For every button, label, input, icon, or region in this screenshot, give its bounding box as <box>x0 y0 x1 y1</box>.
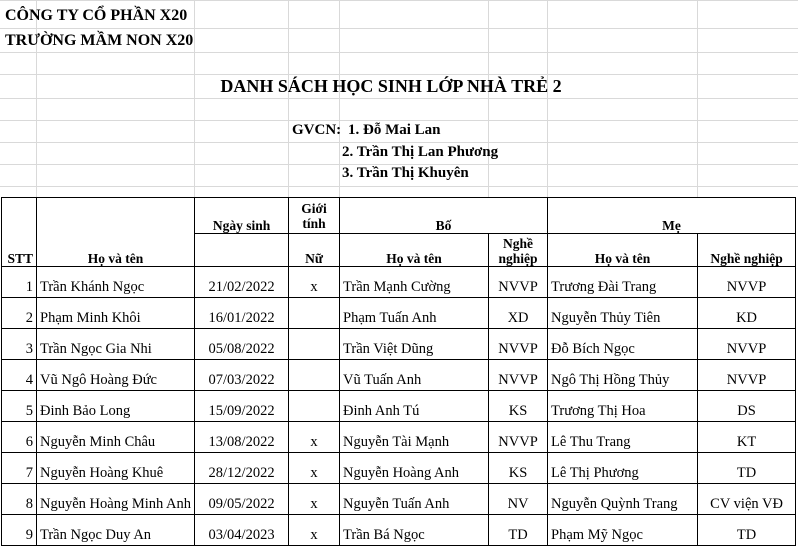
cell-father-name: Đinh Anh Tú <box>340 391 489 422</box>
table-row <box>2 267 796 298</box>
cell-stt: 9 <box>2 515 37 546</box>
cell-female <box>289 391 340 422</box>
cell-father-name: Trần Bá Ngọc <box>340 515 489 546</box>
cell-father-name: Trần Việt Dũng <box>340 329 489 360</box>
cell-father-job: KS <box>489 391 548 422</box>
cell-female: x <box>289 453 340 484</box>
cell-mother-name: Nguyễn Thủy Tiên <box>548 298 698 329</box>
cell-father-name: Nguyễn Tài Mạnh <box>340 422 489 453</box>
gridline <box>0 186 798 187</box>
cell-name: Đinh Bảo Long <box>37 391 195 422</box>
cell-name: Trần Ngọc Duy An <box>37 515 195 546</box>
table-row <box>2 422 796 453</box>
cell-female <box>289 360 340 391</box>
cell-father-name: Phạm Tuấn Anh <box>340 298 489 329</box>
cell-female <box>289 329 340 360</box>
school-name: TRƯỜNG MẦM NON X20 <box>5 32 194 49</box>
cell-father-name: Nguyễn Tuấn Anh <box>340 484 489 515</box>
cell-mother-job: KT <box>698 422 796 453</box>
cell-stt: 3 <box>2 329 37 360</box>
header-father-name: Họ và tên <box>340 234 489 267</box>
cell-female: x <box>289 515 340 546</box>
cell-stt: 7 <box>2 453 37 484</box>
gridline <box>0 120 798 121</box>
header-dob-sub <box>195 234 289 267</box>
gridline <box>0 74 798 75</box>
table-row <box>2 298 796 329</box>
cell-father-job: NV <box>489 484 548 515</box>
cell-dob: 03/04/2023 <box>195 515 289 546</box>
cell-dob: 21/02/2022 <box>195 267 289 298</box>
cell-female <box>289 298 340 329</box>
header-stt: STT <box>2 198 37 267</box>
table-row <box>2 515 796 546</box>
cell-mother-job: DS <box>698 391 796 422</box>
page-title: DANH SÁCH HỌC SINH LỚP NHÀ TRẺ 2 <box>220 76 562 96</box>
cell-name: Vũ Ngô Hoàng Đức <box>37 360 195 391</box>
cell-mother-job: CV viện VĐ <box>698 484 796 515</box>
cell-dob: 28/12/2022 <box>195 453 289 484</box>
cell-mother-job: TD <box>698 515 796 546</box>
cell-dob: 07/03/2022 <box>195 360 289 391</box>
cell-mother-name: Trương Đài Trang <box>548 267 698 298</box>
header-mother-job: Nghề nghiệp <box>698 234 796 267</box>
cell-mother-name: Trương Thị Hoa <box>548 391 698 422</box>
teacher-1: 1. Đỗ Mai Lan <box>348 122 441 138</box>
header-name: Họ và tên <box>37 198 195 267</box>
cell-father-job: NVVP <box>489 329 548 360</box>
company-name: CÔNG TY CỔ PHẦN X20 <box>5 7 188 24</box>
cell-mother-name: Nguyễn Quỳnh Trang <box>548 484 698 515</box>
header-dob: Ngày sinh <box>195 198 289 234</box>
gridline <box>697 0 698 198</box>
cell-father-name: Vũ Tuấn Anh <box>340 360 489 391</box>
header-mother: Mẹ <box>548 198 796 234</box>
gridline <box>0 52 798 53</box>
gridline <box>194 0 195 198</box>
table-row <box>2 360 796 391</box>
cell-name: Trần Khánh Ngọc <box>37 267 195 298</box>
header-mother-name: Họ và tên <box>548 234 698 267</box>
cell-mother-name: Ngô Thị Hồng Thủy <box>548 360 698 391</box>
cell-dob: 13/08/2022 <box>195 422 289 453</box>
table-row <box>2 484 796 515</box>
gridline <box>288 0 289 198</box>
teacher-2: 2. Trần Thị Lan Phương <box>342 144 499 160</box>
cell-name: Nguyễn Hoàng Minh Anh <box>37 484 195 515</box>
cell-dob: 15/09/2022 <box>195 391 289 422</box>
cell-female: x <box>289 422 340 453</box>
table-row <box>2 453 796 484</box>
cell-name: Nguyễn Minh Châu <box>37 422 195 453</box>
cell-mother-job: NVVP <box>698 267 796 298</box>
cell-dob: 09/05/2022 <box>195 484 289 515</box>
cell-father-job: NVVP <box>489 422 548 453</box>
cell-mother-job: NVVP <box>698 329 796 360</box>
cell-mother-job: NVVP <box>698 360 796 391</box>
cell-stt: 2 <box>2 298 37 329</box>
table-row <box>2 391 796 422</box>
cell-mother-name: Lê Thu Trang <box>548 422 698 453</box>
gridline <box>0 98 798 99</box>
gridline <box>488 0 489 198</box>
teacher-3: 3. Trần Thị Khuyên <box>342 165 469 181</box>
cell-mother-name: Phạm Mỹ Ngọc <box>548 515 698 546</box>
cell-mother-name: Đỗ Bích Ngọc <box>548 329 698 360</box>
gridline <box>547 0 548 198</box>
cell-name: Nguyễn Hoàng Khuê <box>37 453 195 484</box>
cell-stt: 4 <box>2 360 37 391</box>
cell-mother-name: Lê Thị Phương <box>548 453 698 484</box>
cell-mother-job: KD <box>698 298 796 329</box>
cell-stt: 1 <box>2 267 37 298</box>
cell-name: Phạm Minh Khôi <box>37 298 195 329</box>
cell-female: x <box>289 267 340 298</box>
gridline <box>36 0 37 198</box>
gridline <box>0 142 798 143</box>
header-gender: Giới tính <box>289 198 340 234</box>
gridline <box>0 28 798 29</box>
header-father: Bố <box>340 198 548 234</box>
cell-stt: 6 <box>2 422 37 453</box>
teacher-label: GVCN: <box>292 122 342 138</box>
cell-dob: 16/01/2022 <box>195 298 289 329</box>
cell-father-job: KS <box>489 453 548 484</box>
cell-stt: 8 <box>2 484 37 515</box>
cell-father-name: Trần Mạnh Cường <box>340 267 489 298</box>
cell-father-job: NVVP <box>489 360 548 391</box>
student-table <box>1 197 796 546</box>
cell-father-job: TD <box>489 515 548 546</box>
table-row <box>2 329 796 360</box>
header-father-job: Nghề nghiệp <box>489 234 548 267</box>
cell-mother-job: TD <box>698 453 796 484</box>
cell-stt: 5 <box>2 391 37 422</box>
cell-name: Trần Ngọc Gia Nhi <box>37 329 195 360</box>
cell-father-job: NVVP <box>489 267 548 298</box>
gridline <box>0 0 798 1</box>
cell-father-name: Nguyễn Hoàng Anh <box>340 453 489 484</box>
cell-dob: 05/08/2022 <box>195 329 289 360</box>
cell-female: x <box>289 484 340 515</box>
gridline <box>339 0 340 198</box>
header-female: Nữ <box>289 234 340 267</box>
cell-father-job: XD <box>489 298 548 329</box>
